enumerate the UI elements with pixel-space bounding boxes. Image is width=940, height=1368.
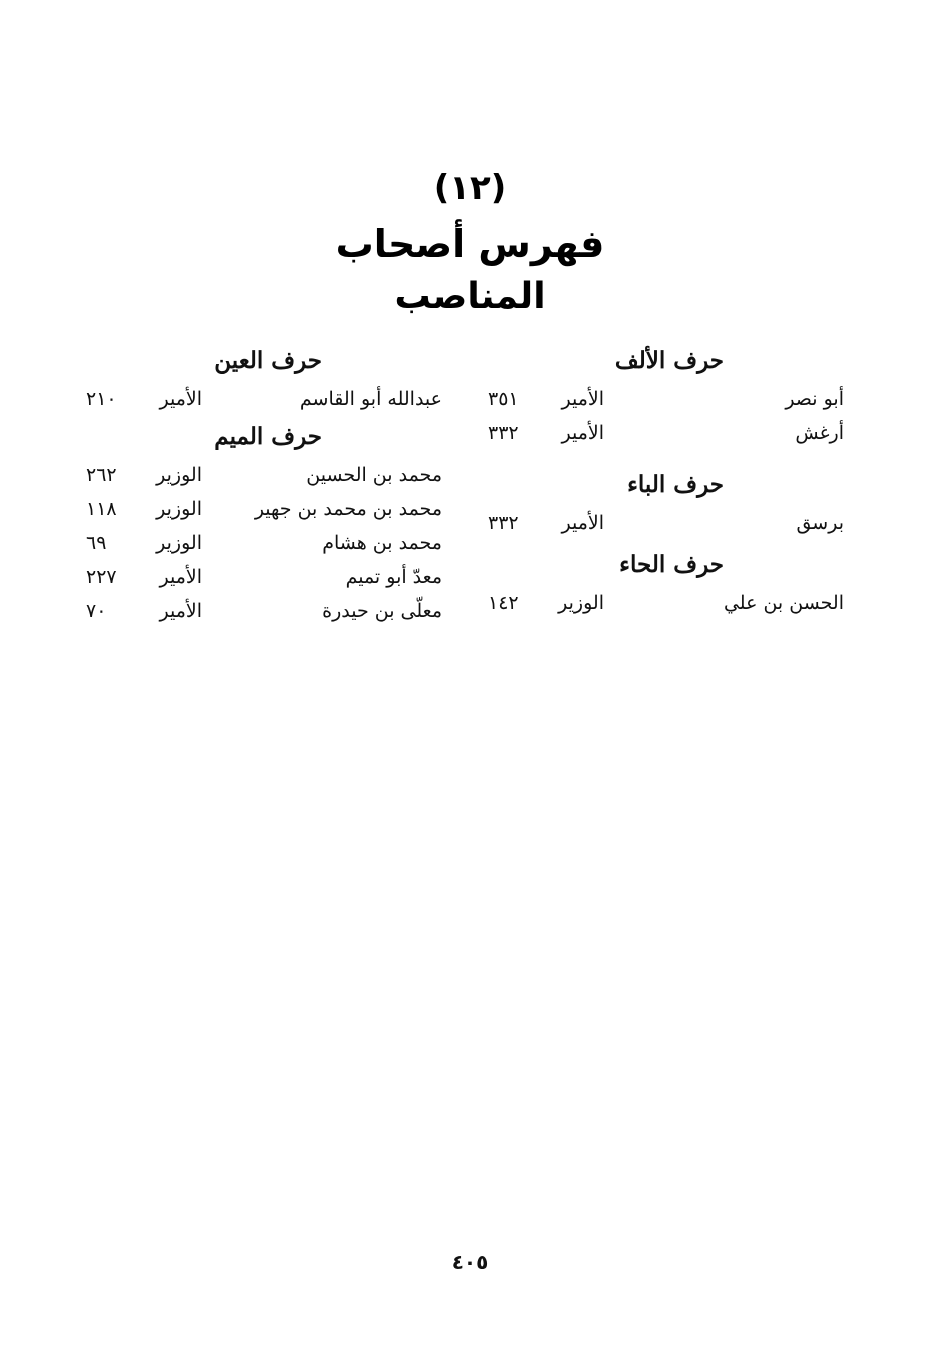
section-heading-ha: حرف الحاء [619,551,724,578]
entry-name: محمد بن محمد بن جهير [254,498,442,520]
entry-name: معلّى بن حيدرة [322,600,442,622]
index-entry [86,382,442,416]
entry-name: محمد بن الحسين [306,464,442,486]
entry-page: ١١٨ [86,498,117,520]
entry-page: ٢١٠ [86,388,117,410]
page-title: فهرس أصحاب [335,222,605,266]
entry-title: الأمير [159,388,202,410]
index-column-right [488,340,844,620]
entry-title: الأمير [561,512,604,534]
entry-page: ٢٢٧ [86,566,117,588]
entry-title: الأمير [561,388,604,410]
entry-title: الأمير [159,566,202,588]
entry-name: الحسن بن علي [723,592,844,614]
index-number: (١٢) [433,168,507,208]
index-entry [86,458,442,492]
entry-title: الوزير [558,592,604,614]
index-entry [488,586,844,620]
page-number: ٤٠٥ [451,1250,489,1274]
index-entry [86,526,442,560]
entry-name: عبدالله أبو القاسم [299,388,442,410]
entry-name: معدّ أبو تميم [345,566,442,588]
entry-page: ٣٣٢ [488,512,519,534]
entry-page: ٣٥١ [488,388,519,410]
entry-name: أرغش [795,422,844,444]
index-entry [488,416,844,450]
index-entry [86,594,442,628]
entry-title: الأمير [159,600,202,622]
page-subtitle: المناصب [394,276,546,317]
index-column-left [86,340,442,628]
entry-page: ٣٣٢ [488,422,519,444]
entry-title: الأمير [561,422,604,444]
section-heading-ain: حرف العين [214,347,322,374]
entry-name: أبو نصر [785,388,844,410]
index-entry [86,560,442,594]
entry-page: ١٤٢ [488,592,519,614]
index-entry [488,506,844,540]
entry-page: ٧٠ [86,600,107,622]
entry-title: الوزير [156,498,202,520]
entry-name: برسق [796,512,844,534]
entry-page: ٢٦٢ [86,464,117,486]
index-entry [86,492,442,526]
entry-title: الوزير [156,532,202,554]
section-heading-alif: حرف الألف [614,347,724,374]
section-heading-mim: حرف الميم [214,423,322,450]
entry-page: ٦٩ [86,532,107,554]
entry-name: محمد بن هشام [322,532,442,554]
index-entry [488,382,844,416]
section-heading-ba: حرف الباء [627,471,724,498]
entry-title: الوزير [156,464,202,486]
